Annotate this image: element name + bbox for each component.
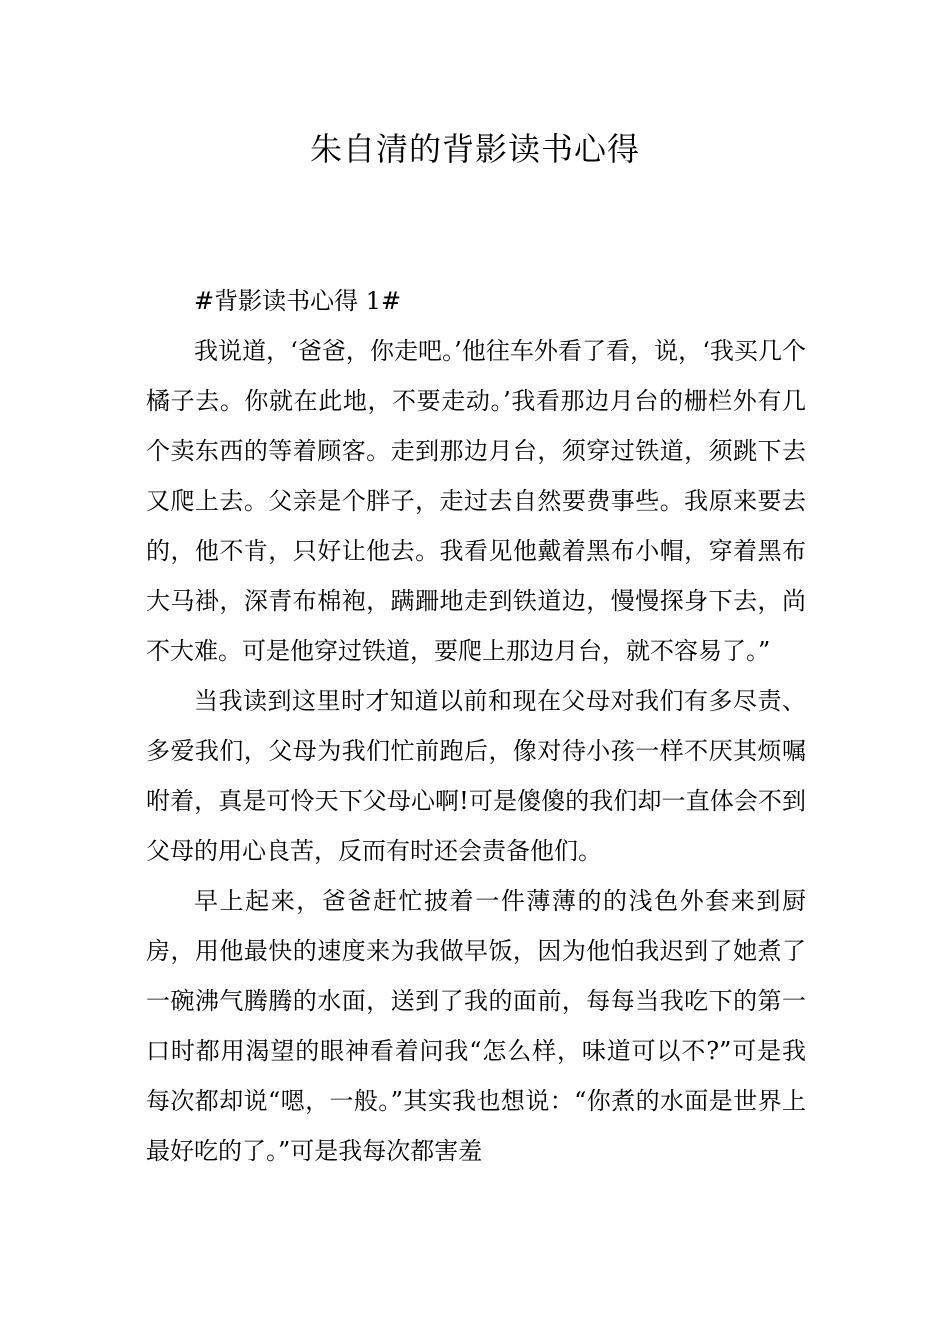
paragraph: 当我读到这里时才知道以前和现在父母对我们有多尽责、多爱我们，父母为我们忙前跑后，像对待小孩一样不厌其烦嘱咐着，真是可怜天下父母心啊!可是傻傻的我们却一直体会不到父母的用心良苦，反而有时还会责备他们。 xyxy=(146,687,806,865)
section-heading: #背影读书心得 1# xyxy=(194,287,402,315)
document-body xyxy=(146,276,806,1176)
paragraph: 我说道，‘爸爸，你走吧。’他往车外看了看，说，‘我买几个橘子去。你就在此地，不要走动。’我看那边月台的栅栏外有几个卖东西的等着顾客。走到那边月台，须穿过铁道，须跳下去又爬上去。父亲是个胖子，走过去自然要费事些。我原来要去的，他不肯，只好让他去。我看见他戴着黑布小帽，穿着黑布大马褂，深青布棉袍，蹒跚地走到铁道边，慢慢探身下去，尚不大难。可是他穿过铁道，要爬上那边月台，就不容易了。” xyxy=(146,337,806,665)
document-title: 朱自清的背影读书心得 xyxy=(309,130,640,168)
paragraph: 早上起来，爸爸赶忙披着一件薄薄的的浅色外套来到厨房，用他最快的速度来为我做早饭，因为他怕我迟到了她煮了一碗沸气腾腾的水面，送到了我的面前，每每当我吃下的第一口时都用渴望的眼神看着问我“怎么样，味道可以不?”可是我每次都却说“嗯，一般。”其实我也想说：“你煮的水面是世界上最好吃的了。”可是我每次都害羞 xyxy=(146,887,806,1165)
